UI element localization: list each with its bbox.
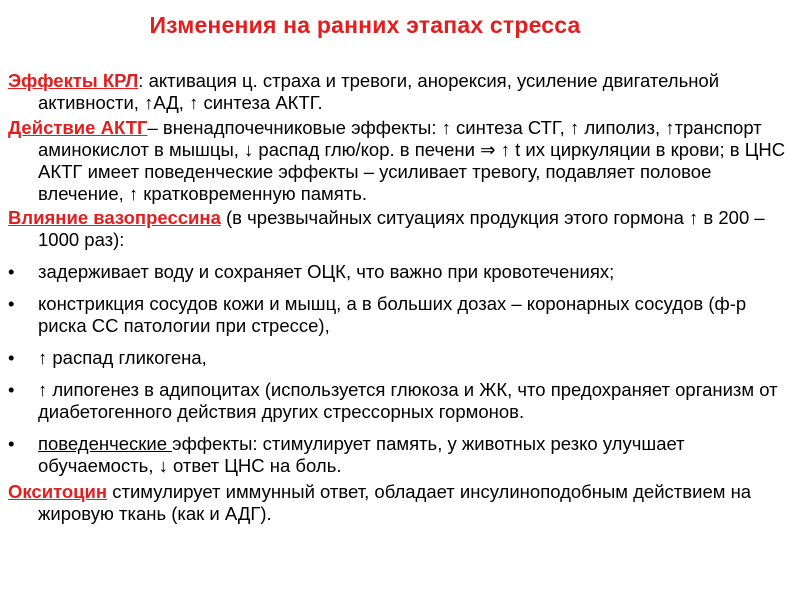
paragraph-oxytocin (8, 481, 794, 525)
bullet-behavioral-rest: эффекты: стимулирует память, у животных резко улучшает обучаемость, ↓ ответ ЦНС на боль. (38, 433, 685, 476)
slide-title: Изменения на ранних этапах стресса (149, 12, 581, 38)
paragraph-vasopressin (8, 207, 794, 251)
paragraph-krl (8, 70, 794, 114)
bullet-lipogenesis: • ↑ липогенез в адипоцитах (используется глюкоза и ЖК, что предохраняет организм от диабетогенного действия других стрессорных гормонов. (8, 379, 794, 423)
text-oxytocin: стимулирует иммунный ответ, обладает инсулиноподобным действием на жировую ткань (как и АДГ). (38, 481, 752, 524)
heading-oxytocin: Окситоцин (8, 481, 108, 502)
text-krl: : активация ц. страха и тревоги, анорексия, усиление двигательной активности, ↑АД, ↑ синтеза АКТГ. (38, 70, 720, 113)
paragraph-actg (8, 117, 794, 205)
bullet-glycogen: • ↑ распад гликогена, (8, 347, 794, 369)
bullet-water-retention: • задерживает воду и сохраняет ОЦК, что важно при кровотечениях; (8, 261, 794, 283)
heading-vasopressin: Влияние вазопрессина (8, 207, 221, 228)
heading-krl: Эффекты КРЛ (8, 70, 139, 91)
bullet-behavioral (8, 433, 794, 477)
text-vasopressin: (в чрезвычайных ситуациях продукция этого гормона ↑ в 200 –1000 раз): (38, 207, 765, 250)
bullet-behavioral-underlined: поведенческие (38, 433, 173, 454)
slide-body (8, 70, 794, 528)
bullet-vasoconstriction: • констрикция сосудов кожи и мышц, а в больших дозах – коронарных сосудов (ф-р риска СС патологии при стрессе), (8, 293, 794, 337)
heading-actg: Действие АКТГ (8, 116, 148, 138)
text-actg: – вненадпочечниковые эффекты: ↑ синтеза СТГ, ↑ липолиз, ↑транспорт аминокислот в мышцы, ↓ распад глю/кор. в печени ⇒ ↑ t их циркуляции в крови; в ЦНС АКТГ имеет поведенческие эффекты – усиливает тревогу, подавляет половое влечение, ↑ кратковременную память. (38, 116, 786, 204)
